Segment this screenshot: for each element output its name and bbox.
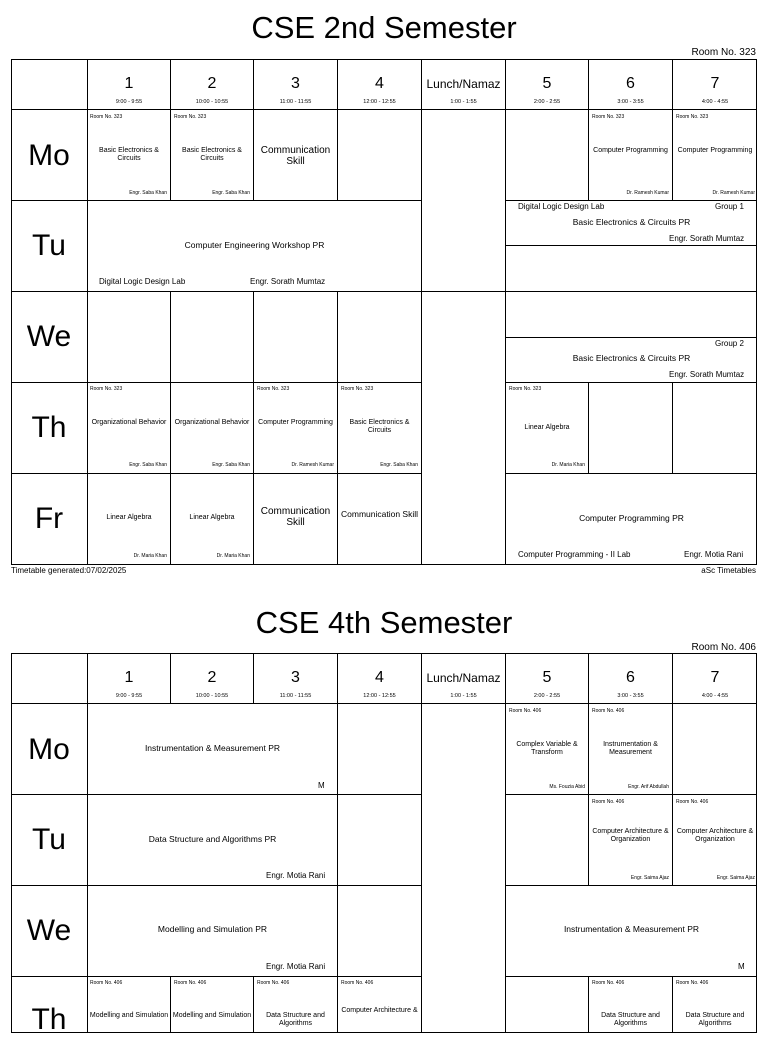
period-7-time: 4:00 - 4:55 bbox=[701, 693, 729, 699]
footer-brand: aSc Timetables bbox=[701, 566, 756, 575]
cell-subject: Basic Electronics & Circuits bbox=[182, 147, 242, 162]
cell-teacher: Engr. Saba Khan bbox=[212, 190, 250, 196]
cell-room: Room No. 323 bbox=[341, 386, 374, 392]
period-6: 6 bbox=[626, 669, 635, 686]
cell-teacher: Dr. Maria Khan bbox=[551, 462, 585, 468]
day-th: Th bbox=[31, 411, 67, 444]
period-3-time: 11:00 - 11:55 bbox=[279, 693, 312, 699]
cell-room: Room No. 323 bbox=[90, 114, 123, 120]
cell-room: Room No. 323 bbox=[90, 386, 123, 392]
period-1: 1 bbox=[124, 669, 134, 686]
cell-teacher: Engr. Arif Abdullah bbox=[628, 784, 669, 790]
cell-subject: Instrumentation & Measurement PR bbox=[563, 924, 700, 934]
sem4-room: Room No. 406 bbox=[691, 642, 756, 653]
cell-subject: Basic Electronics & Circuits PR bbox=[572, 217, 691, 227]
cell-room: Room No. 406 bbox=[676, 799, 709, 805]
cell-room: Room No. 406 bbox=[509, 708, 542, 714]
cell-subject: Computer Programming bbox=[593, 147, 668, 154]
cell-room: Room No. 406 bbox=[90, 980, 123, 986]
cell-room: Room No. 406 bbox=[592, 799, 625, 805]
cell-teacher: Engr. Motia Rani bbox=[266, 871, 326, 880]
cell-subject: Data Structure and Algorithms bbox=[685, 1012, 745, 1027]
period-5-time: 2:00 - 2:55 bbox=[533, 693, 561, 699]
period-2-time: 10:00 - 10:55 bbox=[195, 99, 229, 105]
cell-room: Room No. 406 bbox=[341, 980, 374, 986]
period-7: 7 bbox=[710, 669, 720, 686]
cell-room: Room No. 406 bbox=[592, 980, 625, 986]
cell-teacher: Dr. Ramesh Kumar bbox=[626, 190, 669, 196]
period-1: 1 bbox=[124, 75, 134, 92]
day-tu: Tu bbox=[32, 823, 66, 856]
cell-subject: Basic Electronics & Circuits bbox=[349, 419, 410, 434]
period-6-time: 3:00 - 3:55 bbox=[617, 693, 644, 699]
cell-subject: Computer Architecture & bbox=[341, 1007, 418, 1014]
cell-room: Room No. 406 bbox=[257, 980, 290, 986]
cell-subject: Linear Algebra bbox=[106, 514, 152, 521]
cell-teacher: Engr. Saba Khan bbox=[212, 462, 250, 468]
period-lunch-time: 1:00 - 1:55 bbox=[450, 693, 477, 699]
period-6: 6 bbox=[626, 75, 635, 92]
cell-teacher: Dr. Maria Khan bbox=[133, 553, 167, 559]
cell-subject: Data Structure and Algorithms bbox=[266, 1012, 325, 1027]
cell-teacher: Engr. Motia Rani bbox=[684, 550, 744, 559]
cell-room: Room No. 323 bbox=[174, 114, 207, 120]
period-4-time: 12:00 - 12:55 bbox=[363, 99, 396, 105]
cell-lab: Digital Logic Design Lab bbox=[518, 202, 605, 211]
period-3: 3 bbox=[291, 669, 300, 686]
cell-tag: M bbox=[318, 781, 325, 790]
period-3-time: 11:00 - 11:55 bbox=[279, 99, 312, 105]
period-4: 4 bbox=[375, 669, 384, 686]
cell-teacher: Ms. Fouzia Abid bbox=[549, 784, 585, 790]
day-we: We bbox=[26, 320, 72, 353]
period-2-time: 10:00 - 10:55 bbox=[195, 693, 229, 699]
cell-teacher: Engr. Sorath Mumtaz bbox=[669, 370, 745, 379]
cell-tag: M bbox=[738, 962, 745, 971]
day-tu: Tu bbox=[32, 229, 66, 262]
cell-subject: Organizational Behavior bbox=[91, 419, 167, 426]
cell-lab: Digital Logic Design Lab bbox=[99, 277, 186, 286]
day-we: We bbox=[26, 914, 72, 947]
cell-teacher: Engr. Saima Ajaz bbox=[630, 875, 669, 881]
period-lunch: Lunch/Namaz bbox=[426, 671, 501, 685]
group-label: Group 2 bbox=[715, 339, 744, 348]
cell-subject: Communication Skill bbox=[260, 145, 331, 167]
footer-generated: Timetable generated:07/02/2025 bbox=[11, 566, 127, 575]
cell-subject: Linear Algebra bbox=[524, 424, 570, 431]
period-1-time: 9:00 - 9:55 bbox=[115, 693, 143, 699]
cell-subject: Modelling and Simulation PR bbox=[157, 924, 268, 934]
cell-subject: Communication Skill bbox=[260, 506, 331, 528]
cell-room: Room No. 406 bbox=[174, 980, 207, 986]
period-6-time: 3:00 - 3:55 bbox=[617, 99, 644, 105]
sem2-title: CSE 2nd Semester bbox=[251, 10, 517, 45]
cell-subject: Communication Skill bbox=[341, 509, 418, 519]
cell-subject: Basic Electronics & Circuits bbox=[99, 147, 159, 162]
cell-subject: Computer Programming bbox=[677, 147, 753, 154]
cell-subject: Computer Engineering Workshop PR bbox=[184, 240, 325, 250]
cell-room: Room No. 406 bbox=[592, 708, 625, 714]
cell-subject: Instrumentation & Measurement PR bbox=[144, 743, 281, 753]
cell-room: Room No. 323 bbox=[676, 114, 709, 120]
period-2: 2 bbox=[207, 669, 217, 686]
cell-subject: Computer Programming PR bbox=[579, 513, 684, 523]
cell-subject: Computer Architecture & Organization bbox=[592, 828, 669, 843]
period-5: 5 bbox=[542, 669, 552, 686]
period-7: 7 bbox=[710, 75, 720, 92]
cell-subject: Instrumentation & Measurement bbox=[603, 741, 658, 756]
cell-room: Room No. 323 bbox=[509, 386, 542, 392]
cell-subject: Data Structure and Algorithms PR bbox=[148, 834, 277, 844]
cell-subject: Data Structure and Algorithms bbox=[601, 1012, 660, 1027]
period-lunch-time: 1:00 - 1:55 bbox=[450, 99, 477, 105]
day-fr: Fr bbox=[34, 502, 64, 535]
cell-subject: Basic Electronics & Circuits PR bbox=[572, 353, 691, 363]
cell-teacher: Engr. Saba Khan bbox=[380, 462, 418, 468]
cell-room: Room No. 406 bbox=[676, 980, 709, 986]
cell-room: Room No. 323 bbox=[592, 114, 625, 120]
period-4-time: 12:00 - 12:55 bbox=[363, 693, 396, 699]
sem2-timetable bbox=[11, 59, 757, 565]
period-2: 2 bbox=[207, 75, 217, 92]
period-1-time: 9:00 - 9:55 bbox=[115, 99, 143, 105]
sem4-title: CSE 4th Semester bbox=[255, 605, 513, 640]
cell-teacher: Engr. Saba Khan bbox=[129, 190, 167, 196]
cell-subject: Modelling and Simulation bbox=[89, 1012, 169, 1019]
day-mo: Mo bbox=[28, 139, 70, 172]
cell-teacher: Dr. Ramesh Kumar bbox=[291, 462, 334, 468]
day-th: Th bbox=[31, 1003, 67, 1036]
period-5: 5 bbox=[542, 75, 552, 92]
sem2-room: Room No. 323 bbox=[691, 47, 756, 58]
cell-room: Room No. 323 bbox=[257, 386, 290, 392]
cell-subject: Organizational Behavior bbox=[174, 419, 250, 426]
cell-teacher: Dr. Ramesh Kumar bbox=[712, 190, 755, 196]
period-4: 4 bbox=[375, 75, 384, 92]
period-3: 3 bbox=[291, 75, 300, 92]
day-mo: Mo bbox=[28, 733, 70, 766]
period-7-time: 4:00 - 4:55 bbox=[701, 99, 729, 105]
cell-teacher: Engr. Motia Rani bbox=[266, 962, 326, 971]
cell-subject: Computer Architecture & Organization bbox=[676, 828, 754, 843]
cell-lab: Computer Programming - II Lab bbox=[518, 550, 631, 559]
cell-subject: Complex Variable & Transform bbox=[516, 741, 578, 756]
cell-subject: Linear Algebra bbox=[189, 514, 235, 521]
cell-teacher: Dr. Maria Khan bbox=[216, 553, 250, 559]
cell-teacher: Engr. Saima Ajaz bbox=[716, 875, 755, 881]
group-label: Group 1 bbox=[715, 202, 744, 211]
cell-teacher: Engr. Sorath Mumtaz bbox=[250, 277, 326, 286]
cell-teacher: Engr. Saba Khan bbox=[129, 462, 167, 468]
period-lunch: Lunch/Namaz bbox=[426, 77, 501, 91]
period-5-time: 2:00 - 2:55 bbox=[533, 99, 561, 105]
cell-teacher: Engr. Sorath Mumtaz bbox=[669, 234, 745, 243]
cell-subject: Computer Programming bbox=[258, 419, 333, 426]
cell-subject: Modelling and Simulation bbox=[172, 1012, 252, 1019]
